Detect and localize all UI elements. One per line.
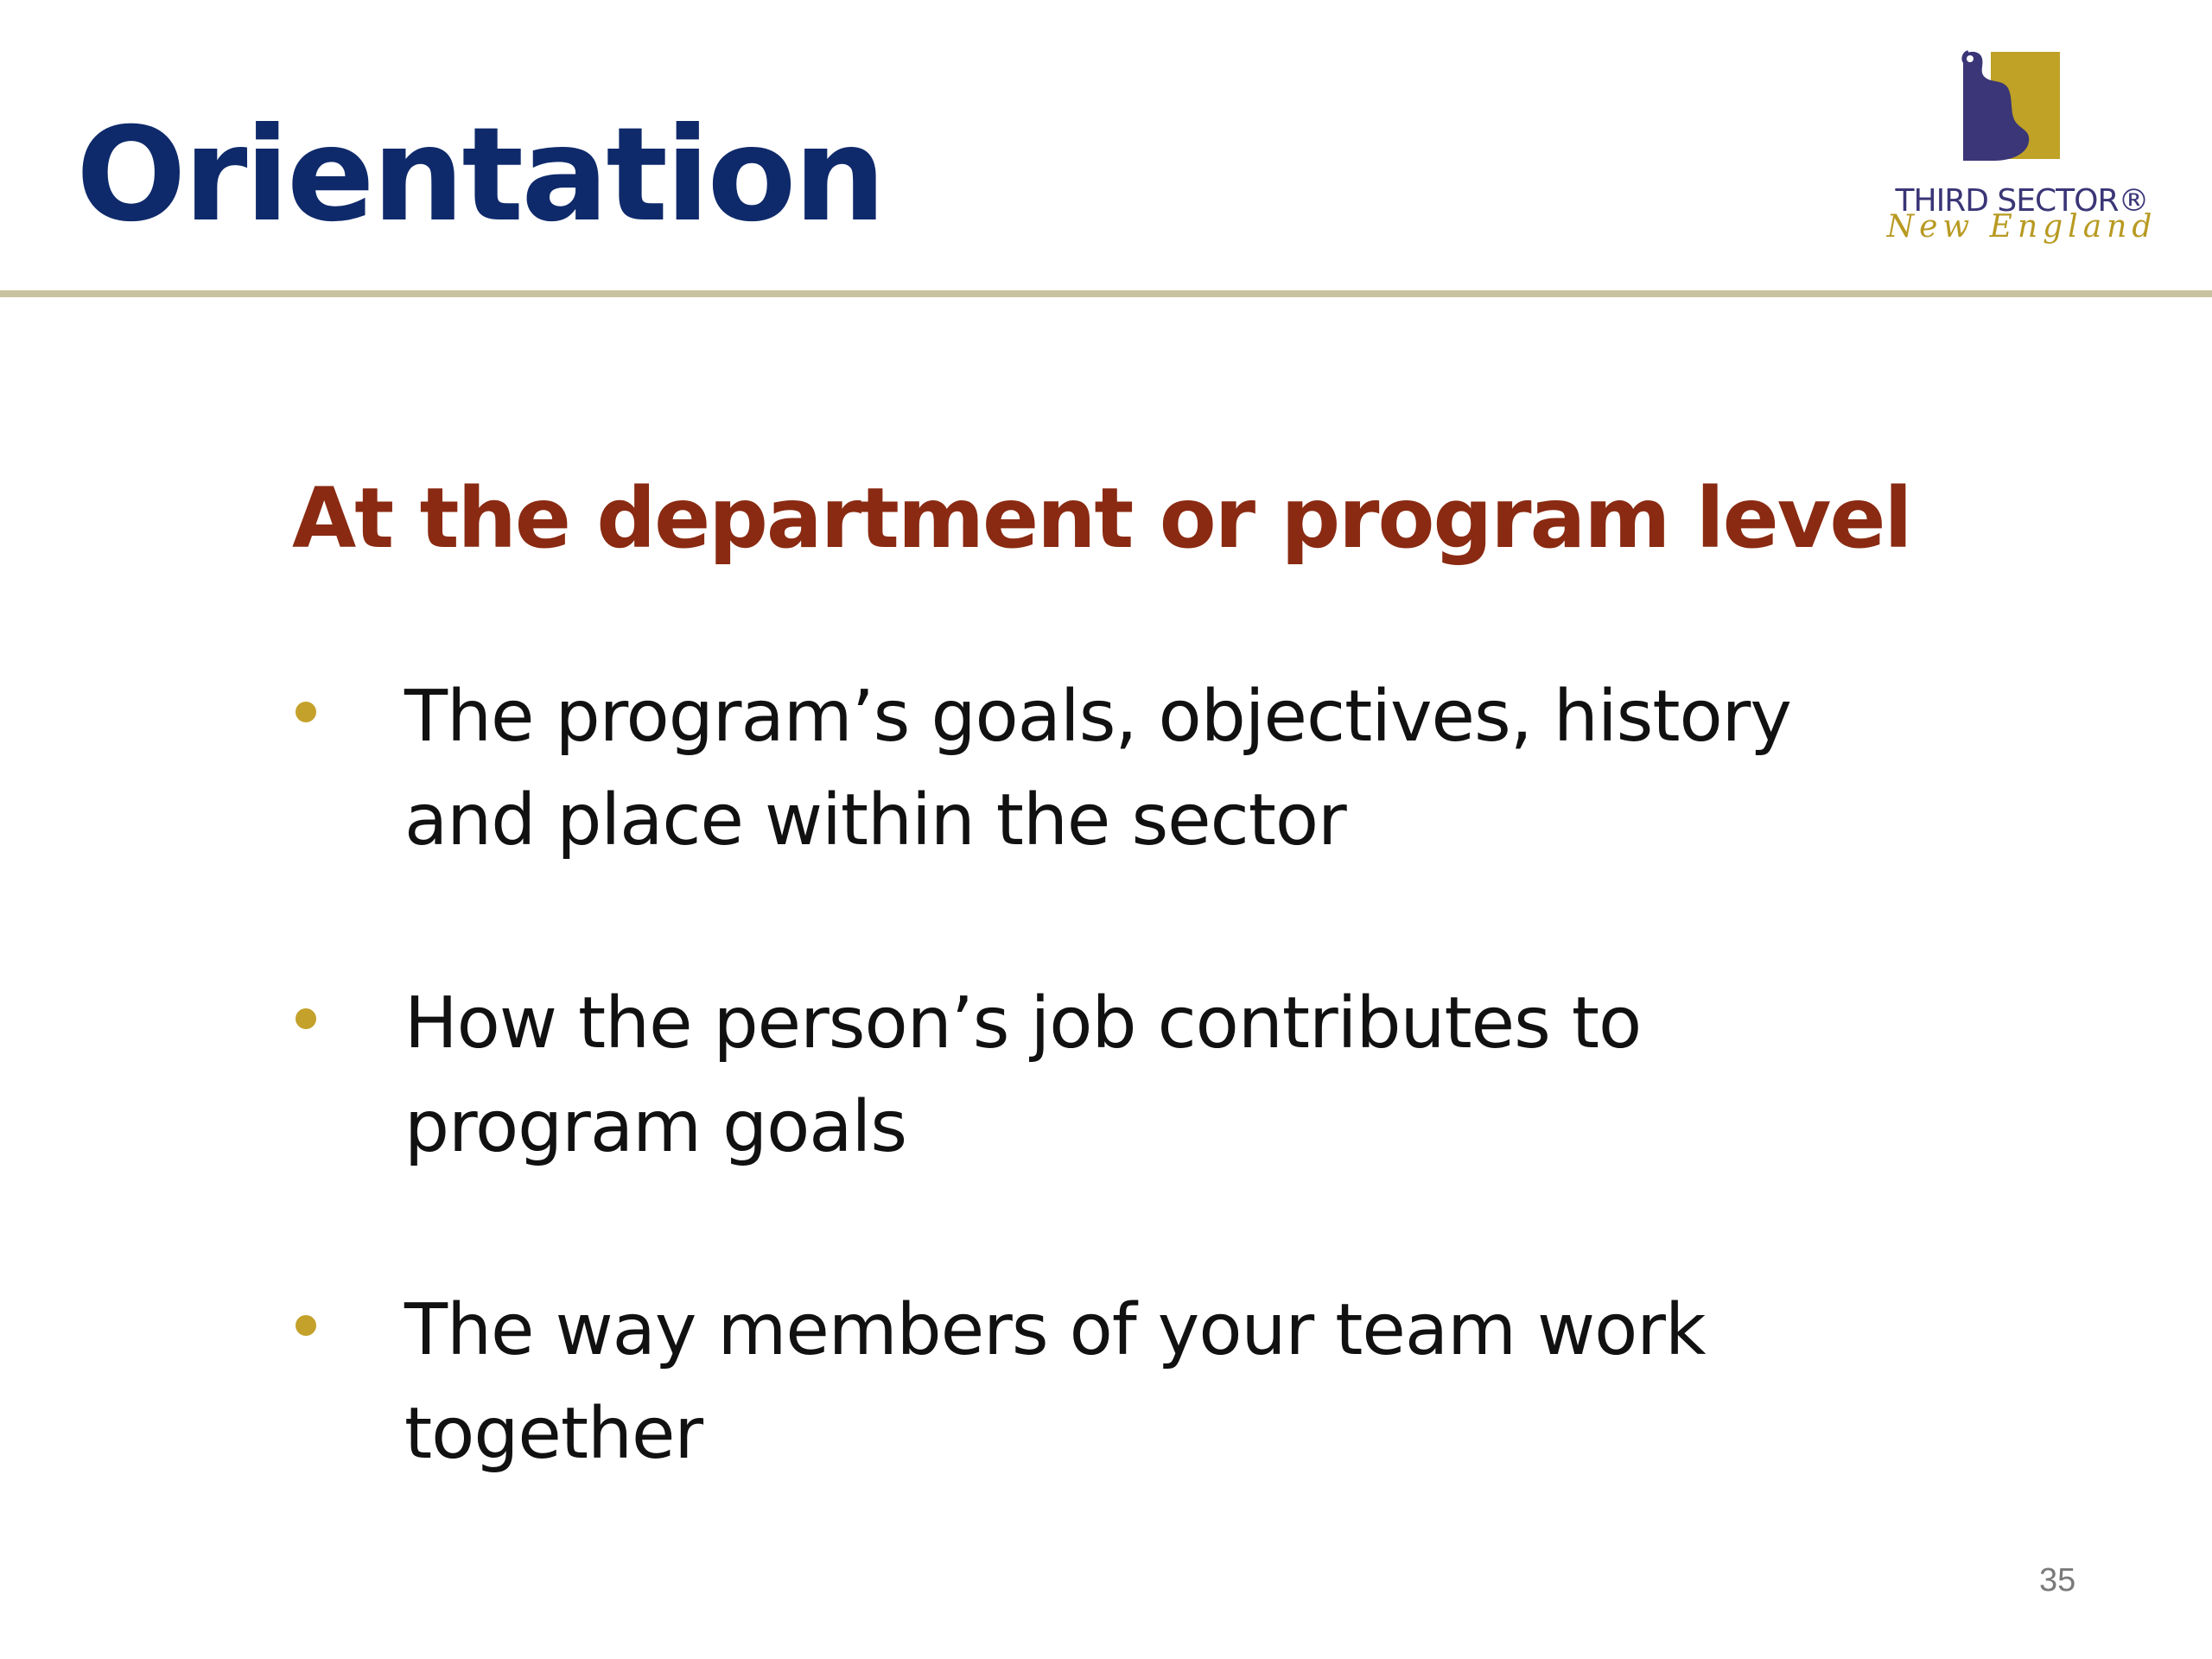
slide-title: Orientation [76,100,884,251]
bullet-item [292,972,1916,1179]
bullet-text: How the person’s job contributes to program goals [404,982,1642,1168]
bullet-text: The way members of your team work together [404,1289,1706,1475]
title-divider [0,290,2212,297]
slide-subtitle: At the department or program level [292,470,1911,567]
bullet-text: The program’s goals, objectives, history and place within the sector [404,676,1791,861]
logo-text-new-england: New England [1886,209,2158,245]
bullet-item [292,1279,1916,1486]
third-sector-logo [1884,38,2160,263]
bullet-item [292,665,1916,873]
third-sector-logo-mark-icon [1960,47,2063,166]
logo-text-third-sector: THIRD SECTOR® [1895,183,2149,219]
page-number: 35 [2039,1562,2076,1599]
bullet-dot-icon [296,702,316,722]
bullet-list [292,665,1916,1586]
bullet-dot-icon [296,1315,316,1336]
bullet-dot-icon [296,1008,316,1029]
